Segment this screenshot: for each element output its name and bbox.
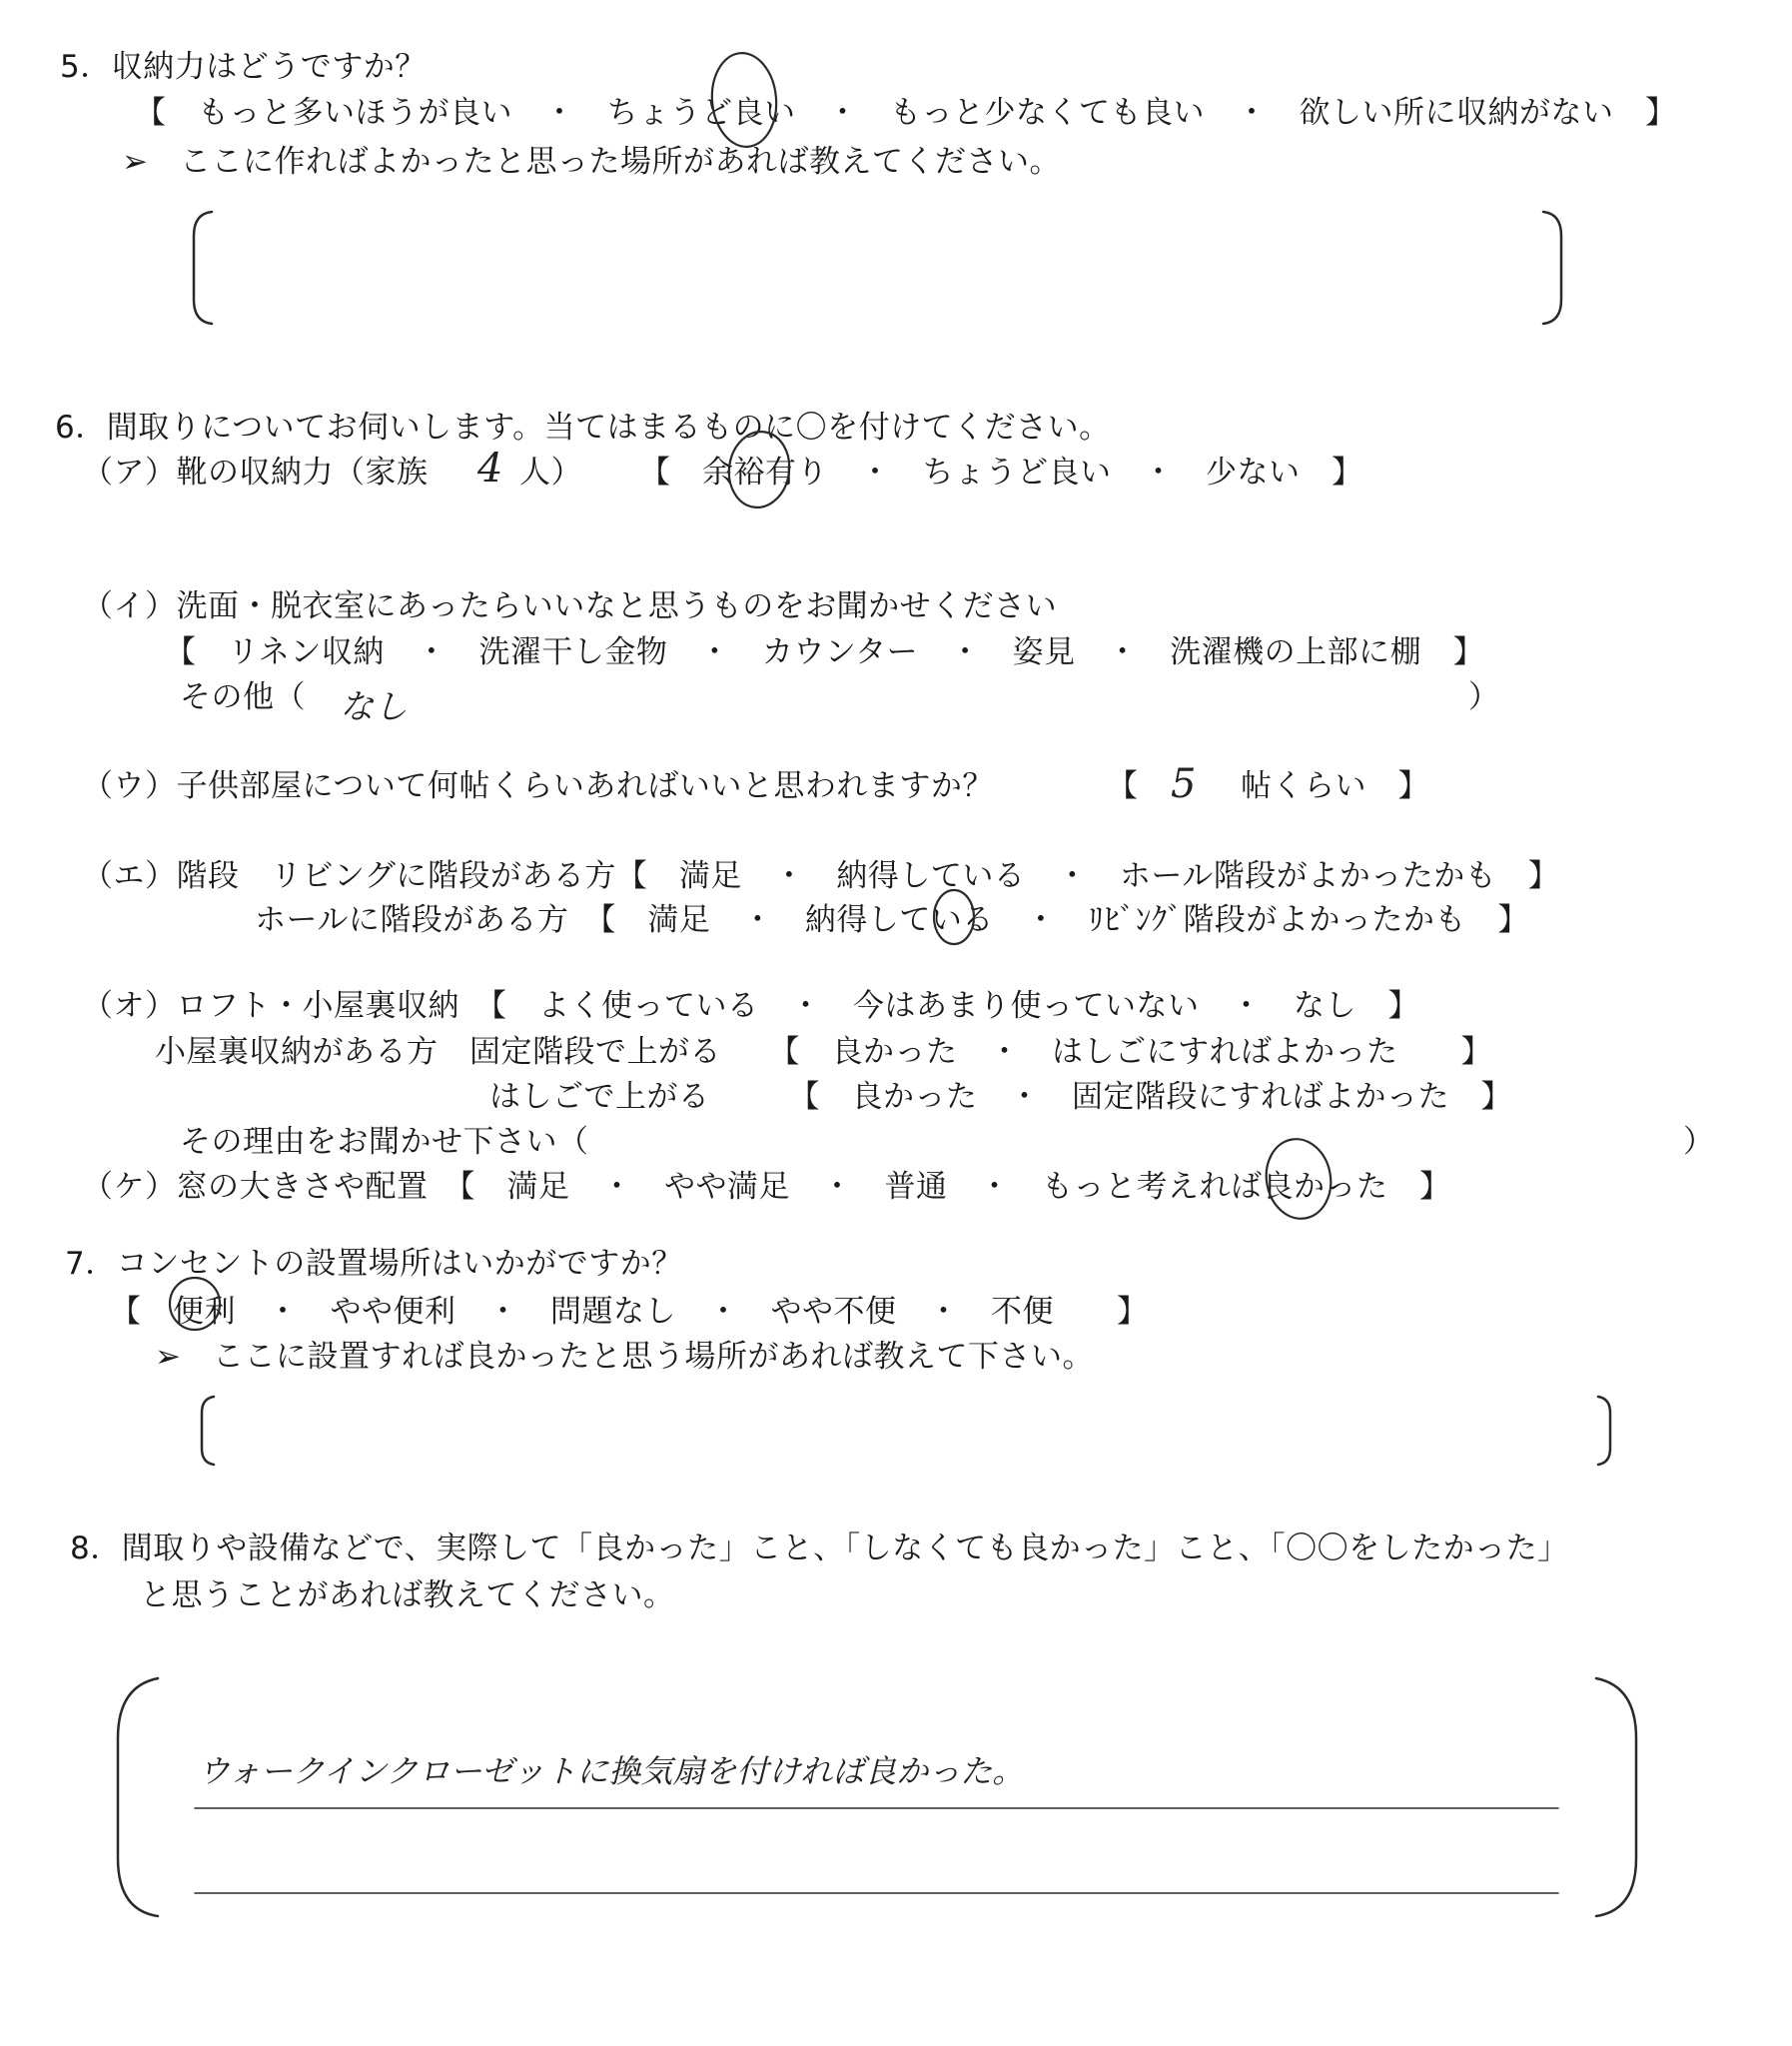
q6-e-hall: ホールに階段がある方 【 満足 ・ 納得している ・ ﾘﾋﾞﾝｸﾞ階段がよかったかも 】: [255, 902, 1529, 938]
q6-u-close: 帖くらい 】: [1241, 768, 1429, 804]
q8-answer-bracket-left: [118, 1678, 158, 1916]
q8-answer-bracket-right: [1596, 1678, 1636, 1916]
q6-a-label: （ア）靴の収納力（家族: [82, 455, 429, 491]
q6-a-count-handwritten: 4: [477, 446, 503, 492]
q6-i-options: 【 リネン収納 ・ 洗濯干し金物 ・ カウンター ・ 姿見 ・ 洗濯機の上部に棚 】: [165, 634, 1485, 670]
q6-u-open: 【: [1107, 768, 1139, 804]
q6-a-options: 【 余裕有り ・ ちょうど良い ・ 少ない 】: [639, 455, 1363, 491]
q6-e-selection-circle: [934, 890, 974, 944]
q5-options: 【 もっと多いほうが良い ・ ちょうど良い ・ もっと少なくても良い ・ 欲しい所に収納がない 】: [135, 95, 1677, 131]
q6-e-label: （エ）階段 リビングに階段がある方【 満足 ・ 納得している ・ ホール階段がよかったかも 】: [82, 858, 1560, 894]
q6-u-value-handwritten: 5: [1171, 761, 1197, 807]
q6-o-ladder: はしごで上がる 【 良かった ・ 固定階段にすればよかった 】: [489, 1079, 1512, 1115]
q6-i-other-handwritten: なし: [340, 687, 408, 727]
q6-i-other-close: ）: [1468, 679, 1500, 715]
q6-ke-selection-circle: [1261, 1134, 1338, 1224]
q5-prompt: ➢ ここに作ればよかったと思った場所があれば教えてください。: [122, 144, 1061, 180]
q6-o-reason-close: ）: [1683, 1124, 1715, 1160]
q6-ke-label: （ケ）窓の大きさや配置 【 満足 ・ やや満足 ・ 普通 ・ もっと考えれば良かった 】: [82, 1169, 1451, 1205]
q6-i-label: （イ）洗面・脱衣室にあったらいいなと思うものをお聞かせください: [82, 588, 1058, 624]
q7-title: 7．コンセントの設置場所はいかがですか？: [65, 1246, 683, 1282]
q5-answer-bracket-right: [1543, 212, 1561, 324]
q6-title: 6．間取りについてお伺いします。当てはまるものに〇を付けてください。: [55, 410, 1111, 446]
q5-title: 5．収納力はどうですか？: [60, 49, 427, 85]
q6-i-other-label: その他（: [180, 679, 306, 715]
q8-title-continued: と思うことがあれば教えてください。: [140, 1577, 675, 1613]
q6-o-label: （オ）ロフト・小屋裏収納 【 よく使っている ・ 今はあまり使っていない ・ なし 】: [82, 988, 1419, 1024]
q7-prompt: ➢ ここに設置すれば良かったと思う場所があれば教えて下さい。: [155, 1339, 1094, 1375]
q7-answer-bracket-right: [1598, 1397, 1610, 1465]
q6-o-reason-label: その理由をお聞かせ下さい（: [180, 1124, 589, 1160]
q5-answer-bracket-left: [194, 212, 212, 324]
q8-answer-handwritten: ウォークインクローゼットに換気扇を付ければ良かった。: [198, 1752, 1025, 1790]
q5-selection-circle: [708, 50, 780, 149]
q8-title: 8．間取りや設備などで、実際して「良かった」こと、「しなくても良かった」こと、「〇〇をしたかった」: [70, 1531, 1569, 1566]
q6-a-suffix: 人）: [519, 455, 582, 491]
q7-answer-bracket-left: [202, 1397, 214, 1465]
q6-o-fixed: 小屋裏収納がある方 固定階段で上がる 【 良かった ・ はしごにすればよかった 】: [155, 1034, 1492, 1070]
q7-options: 【 便利 ・ やや便利 ・ 問題なし ・ やや不便 ・ 不便 】: [110, 1294, 1149, 1330]
q6-u-label: （ウ）子供部屋について何帖くらいあればいいと思われますか？: [82, 768, 994, 804]
q7-selection-circle: [170, 1278, 220, 1330]
q6-a-selection-circle: [724, 428, 794, 512]
